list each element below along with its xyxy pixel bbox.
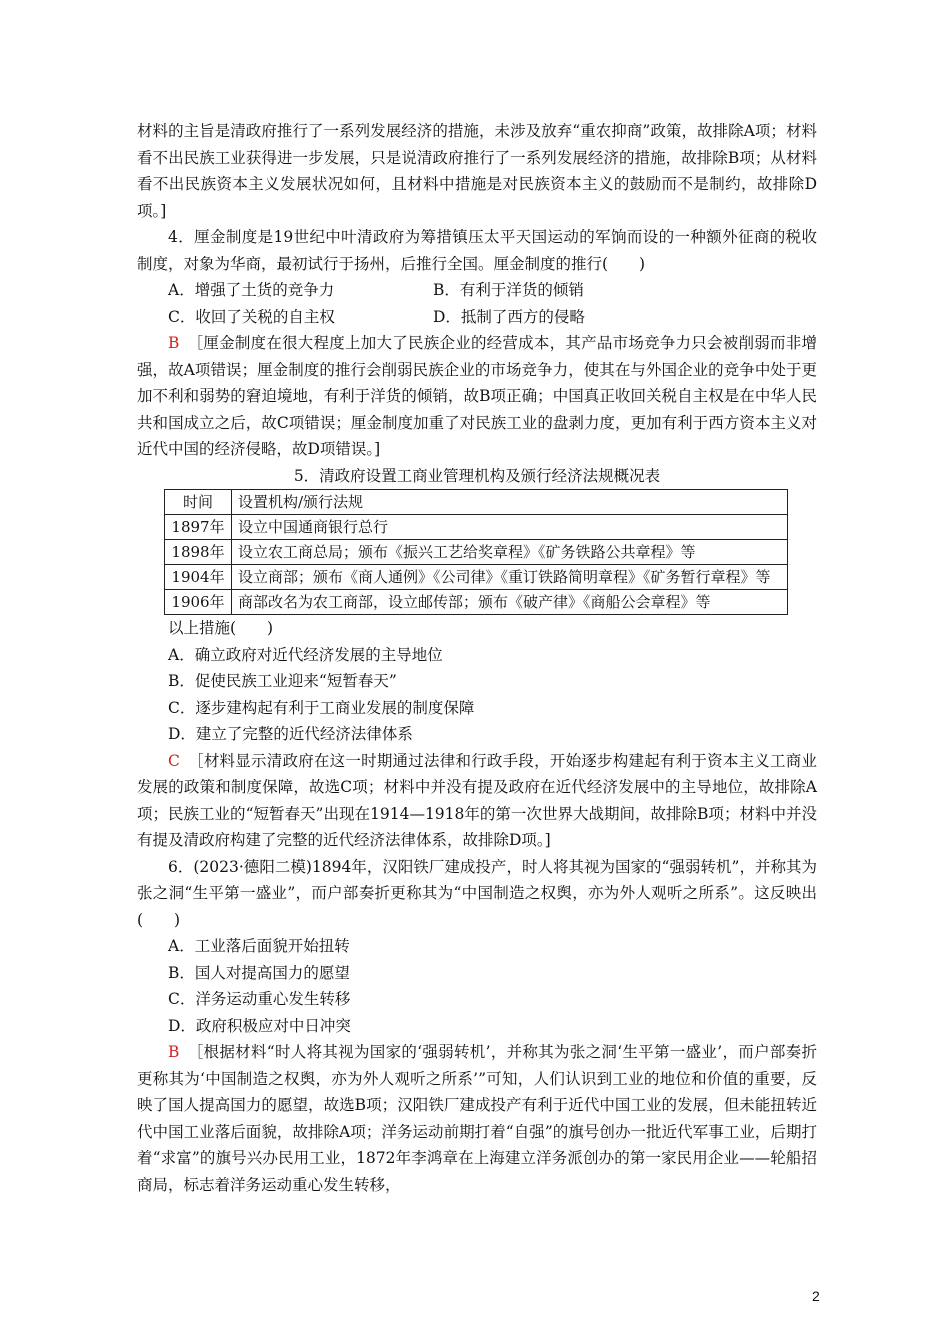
q4-options-row-2 (137, 304, 817, 331)
q6-answer-explanation (137, 1039, 817, 1198)
q4-answer: B (168, 334, 180, 352)
q4-stem: 4．厘金制度是19世纪中叶清政府为筹措镇压太平天国运动的军饷而设的一种额外征商的税收制度，对象为华商，最初试行于扬州，后推行全国。厘金制度的推行( ) (137, 228, 817, 273)
table-cell-year: 1904年 (165, 565, 232, 590)
table-cell-measure: 商部改名为农工商部，设立邮传部；颁布《破产律》《商船公会章程》等 (232, 590, 788, 615)
table-cell-measure: 设立中国通商银行总行 (232, 515, 788, 540)
q4-option-a: A．增强了土货的竞争力 (168, 281, 335, 299)
q4-explanation: ［厘金制度在很大程度上加大了民族企业的经营成本，其产品市场竞争力只会被削弱而非增强，故A项错误；厘金制度的推行会削弱民族企业的市场竞争力，使其在与外国企业的竞争中处于更加不利和弱势的窘迫境地，有利于洋货的倾销，故B项正确；中国真正收回关税自主权是在中华人民共和国成立之后，故C项错误；厘金制度加重了对民族工业的盘剥力度，更加有利于西方资本主义对近代中国的经济侵略，故D项错误。] (137, 334, 817, 458)
q5-answer-explanation (137, 748, 817, 854)
table-row (165, 590, 788, 615)
previous-explanation-tail: 材料的主旨是清政府推行了一系列发展经济的措施，未涉及放弃“重农抑商”政策，故排除A项；材料看不出民族工业获得进一步发展，只是说清政府推行了一系列发展经济的措施，故排除B项；从材料看不出民族资本主义发展状况如何，且材料中措施是对民族资本主义的鼓励而不是制约，故排除D项。] (137, 122, 817, 220)
page-content (137, 118, 817, 1198)
q5-option-a: A．确立政府对近代经济发展的主导地位 (168, 645, 443, 664)
q5-option-d: D．建立了完整的近代经济法律体系 (168, 725, 413, 743)
table-row (165, 515, 788, 540)
table-header-row (165, 490, 788, 515)
q4-option-b: B．有利于洋货的倾销 (433, 281, 584, 299)
table-cell-year: 1906年 (165, 590, 232, 615)
table-row (165, 540, 788, 565)
q6-explanation: ［根据材料“时人将其视为国家的‘强弱转机’，并称其为张之洞‘生平第一盛业’，而户部奏折更称其为‘中国制造之权舆，亦为外人观听之所系’”可知，人们认识到工业的地位和价值的重要，反映了国人提高国力的愿望，故选B项；汉阳铁厂建成投产有利于近代中国工业的发展，但未能扭转近代中国工业落后面貌，故排除A项；洋务运动前期打着“自强”的旗号创办一批近代军事工业，后期打着“求富”的旗号兴办民用工业，1872年李鸿章在上海建立洋务派创办的第一家民用企业——轮船招商局，标志着洋务运动重心发生转移， (137, 1043, 817, 1194)
q6-option-d: D．政府积极应对中日冲突 (168, 1016, 351, 1035)
q4-answer-explanation (137, 330, 817, 463)
page-number: 2 (812, 1288, 820, 1304)
q6-answer: B (168, 1043, 180, 1061)
q5-answer: C (168, 751, 180, 770)
table-cell-year: 1898年 (165, 540, 232, 565)
q4-option-c: C．收回了关税的自主权 (168, 307, 335, 326)
q5-option-b: B．促使民族工业迎来“短暂春天” (168, 672, 397, 690)
table-header-measures: 设置机构/颁行法规 (232, 490, 788, 515)
table-cell-measure: 设立商部；颁布《商人通例》《公司律》《重订铁路简明章程》《矿务暂行章程》等 (232, 565, 788, 590)
q6-stem: 6．(2023·德阳二模)1894年，汉阳铁厂建成投产，时人将其视为国家的“强弱转机”，并称其为张之洞“生平第一盛业”，而户部奏折更称其为“中国制造之权舆，亦为外人观听之所系”。这反映出( ) (137, 857, 817, 929)
q6-option-b: B．国人对提高国力的愿望 (168, 963, 350, 982)
q5-table (164, 489, 788, 615)
q4-option-d: D．抵制了西方的侵略 (433, 307, 585, 326)
q5-stem: 以上措施( ) (168, 619, 274, 637)
q4-options-row-1 (137, 277, 817, 304)
q5-explanation: ［材料显示清政府在这一时期通过法律和行政手段，开始逐步构建起有利于资本主义工商业发展的政策和制度保障，故选C项；材料中并没有提及政府在近代经济发展中的主导地位，故排除A项；民族工业的“短暂春天”出现在1914—1918年的第一次世界大战期间，故排除B项；材料中并没有提及清政府构建了完整的近代经济法律体系，故排除D项。] (137, 751, 817, 849)
table-cell-year: 1897年 (165, 515, 232, 540)
table-header-time: 时间 (165, 490, 232, 515)
table-cell-measure: 设立农工商总局；颁布《振兴工艺给奖章程》《矿务铁路公共章程》等 (232, 540, 788, 565)
table-row (165, 565, 788, 590)
q5-table-title: 5．清政府设置工商业管理机构及颁行经济法规概况表 (293, 466, 661, 485)
q6-option-c: C．洋务运动重心发生转移 (168, 990, 351, 1008)
q6-option-a: A．工业落后面貌开始扭转 (168, 937, 350, 955)
q5-option-c: C．逐步建构起有利于工商业发展的制度保障 (168, 698, 475, 717)
